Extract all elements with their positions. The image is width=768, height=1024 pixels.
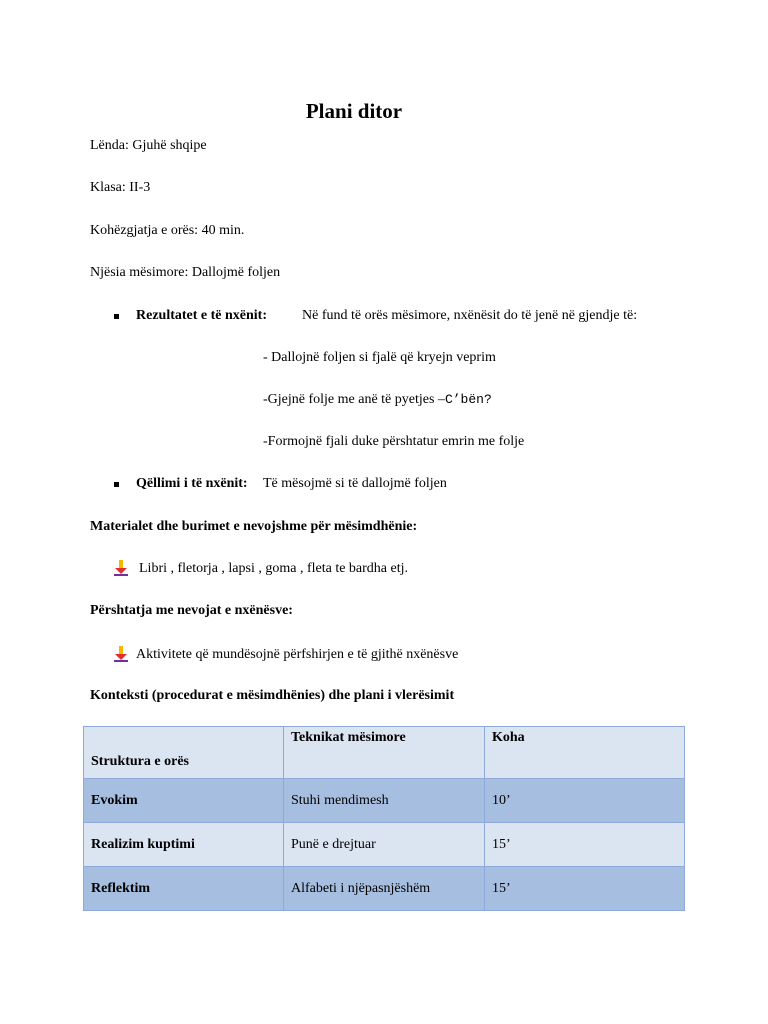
table-cell: 15’ (485, 867, 685, 911)
learning-outcomes-label: Rezultatet e të nxënit: (136, 308, 268, 323)
table-header-row (84, 727, 685, 779)
unit-line: Njësia mësimore: Dallojmë foljen (90, 265, 281, 280)
class-line: Klasa: II-3 (90, 180, 151, 195)
table-row (84, 867, 685, 911)
lesson-plan-table (83, 726, 685, 911)
table-header-cell: Teknikat mësimore (284, 727, 485, 779)
materials-item: Libri , fletorja , lapsi , goma , fleta te bardha etj. (139, 561, 409, 576)
table-cell: Realizim kuptimi (84, 823, 284, 867)
learning-goal-label: Qëllimi i të nxënit: (136, 476, 248, 491)
table-row (84, 779, 685, 823)
outcome-item-3: -Formojnë fjali duke përshtatur emrin me folje (263, 434, 525, 449)
table-cell: Reflektim (84, 867, 284, 911)
table-row (84, 823, 685, 867)
down-arrow-bullet-icon (114, 560, 128, 576)
table-header-cell: Koha (485, 727, 685, 779)
subject-line: Lënda: Gjuhë shqipe (90, 138, 207, 153)
duration-line: Kohëzgjatja e orës: 40 min. (90, 223, 245, 238)
down-arrow-bullet-icon (114, 646, 128, 662)
table-cell: 10’ (485, 779, 685, 823)
outcome-item-2-question: C’bën? (444, 392, 492, 407)
page-title: Plani ditor (305, 99, 403, 123)
adaptation-heading: Përshtatja me nevojat e nxënësve: (90, 603, 293, 618)
adaptation-item: Aktivitete që mundësojnë përfshirjen e të gjithë nxënësve (136, 647, 459, 662)
outcome-item-2-text: -Gjejnë folje me anë të pyetjes – (263, 392, 445, 407)
learning-outcomes-intro: Në fund të orës mësimore, nxënësit do të jenë në gjendje të: (302, 308, 638, 323)
outcome-item-1: - Dallojnë foljen si fjalë që kryejn veprim (263, 350, 496, 365)
context-heading: Konteksti (procedurat e mësimdhënies) dhe plani i vlerësimit (90, 688, 455, 703)
learning-goal-text: Të mësojmë si të dallojmë foljen (263, 476, 447, 491)
outcome-item-2 (263, 392, 492, 408)
square-bullet-icon (114, 314, 119, 319)
square-bullet-icon (114, 482, 119, 487)
table-header-cell: Struktura e orës (84, 727, 284, 779)
table-cell: Punë e drejtuar (284, 823, 485, 867)
materials-heading: Materialet dhe burimet e nevojshme për mësimdhënie: (90, 519, 418, 534)
table-cell: Alfabeti i njëpasnjëshëm (284, 867, 485, 911)
table-cell: Stuhi mendimesh (284, 779, 485, 823)
table-cell: Evokim (84, 779, 284, 823)
table-cell: 15’ (485, 823, 685, 867)
